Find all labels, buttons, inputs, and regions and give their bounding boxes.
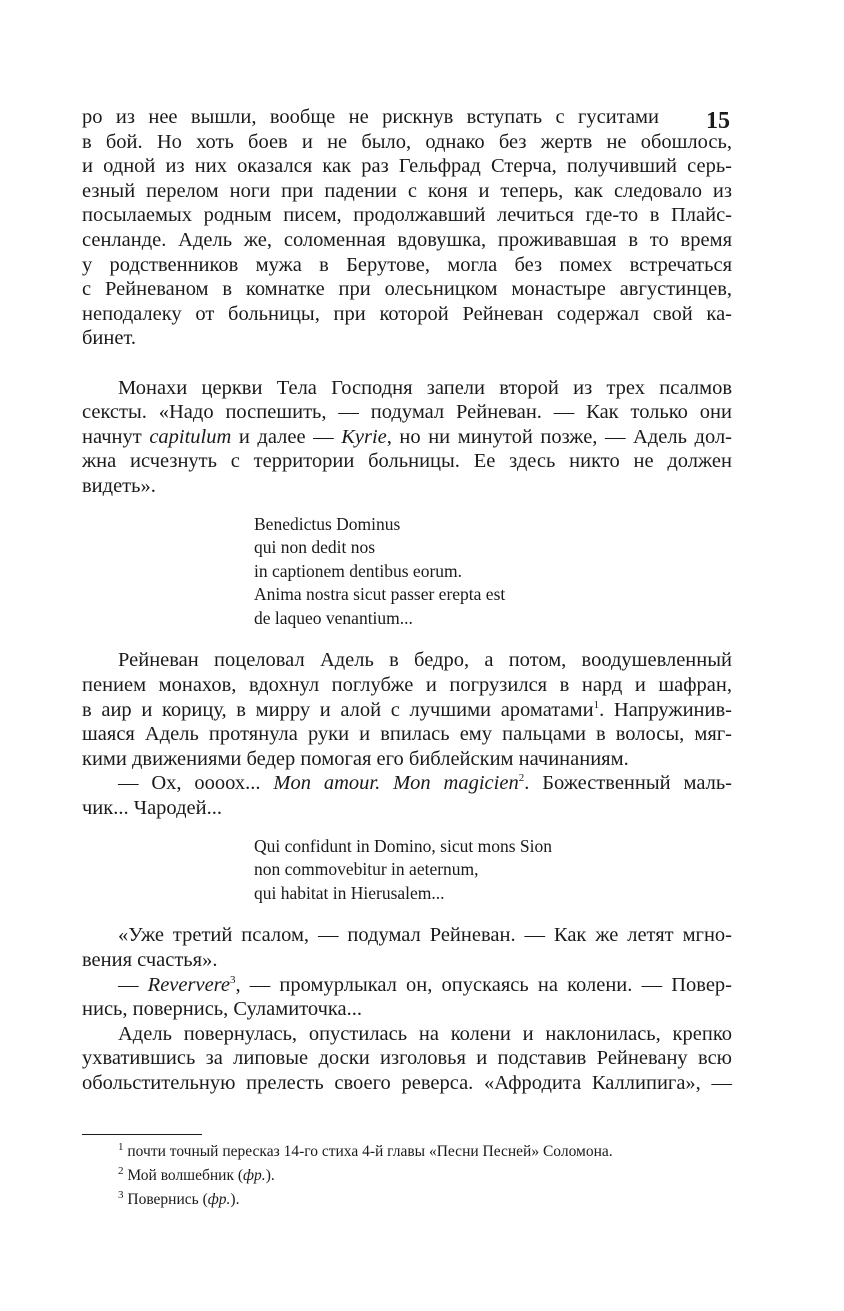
page-number: 15 [706,108,730,134]
text-line: ро из нее вышли, вообще не рискнув вступать с гуситами [82,106,659,128]
text-line: в бой. Но хоть боев и не было, однако без жертв не обошлось, [82,130,732,153]
text-line: сексты. «Надо поспешить, — подумал Рейневан. — Как только они [82,401,732,424]
paragraph-7 [82,1022,732,1096]
psalm-verse-1 [254,513,732,631]
text-line: сенланде. Адель же, соломенная вдовушка, проживавшая в то время [82,228,732,251]
verse-line: in captionem dentibus eorum. [254,560,463,581]
verse-line: de laqueo venantium... [254,607,413,628]
verse-line: qui habitat in Hierusalem... [254,882,445,903]
paragraph-2-cont [82,400,732,498]
footnote-divider [82,1134,202,1135]
text-line: и одной из них оказался как раз Гельфрад Стерча, получивший серь- [82,155,732,178]
verse-line: Qui confidunt in Domino, sicut mons Sion [254,835,552,856]
text-line: нись, повернись, Суламиточка... [82,998,363,1021]
footnote-ref-3[interactable]: 3 [229,973,236,986]
text-line: езный перелом ноги при падении с коня и теперь, как следовало из [82,179,732,202]
text-line: неподалеку от больницы, при которой Рейневан содержал свой ка- [82,302,732,325]
text-line: с Рейневаном в комнатке при олесьницком монастыре августинцев, [82,278,732,301]
footnote-1: $^1$ почти точный пересказ 14-го стиха 4-й главы «Песни Песней» Соломона. [118,1140,613,1160]
paragraph-6 [82,973,732,1022]
text-line: обольстительную прелесть своего реверса. «Афродита Каллипига», — [82,1071,732,1094]
text-line: Монахи церкви Тела Господня запели второй из трех псалмов [118,376,732,399]
text-line: Рейневан поцеловал Адель в бедро, а потом, воодушевленный [118,649,732,672]
paragraph-3 [82,648,732,771]
text-line: в аир и корицу, в мирру и алой с лучшими ароматами$^1$. Напружинив- [82,698,732,721]
text-line: пением монахов, вдохнул поглубже и погрузился в нард и шафран, [82,674,732,697]
verse-line: Benedictus Dominus [254,513,401,534]
latin-term: Kyrie [341,425,387,448]
footnote-2: $^2$ Мой волшебник (фр.). [118,1164,275,1184]
text-line: бинет. [82,327,137,350]
latin-term: Reververe [147,973,230,996]
text-line: посылаемых родным писем, продолжавший лечиться где-то в Плайс- [82,204,732,227]
footnotes [118,1140,738,1212]
verse-line: qui non dedit nos [254,537,376,558]
footnote-3: $^3$ Повернись (фр.). [118,1188,240,1208]
text-line: Адель повернулась, опустилась на колени и наклонилась, крепко [118,1022,732,1045]
paragraph-4 [82,771,732,820]
text-line: шаяся Адель протянула руки и впилась ему пальцами в волосы, мяг- [82,723,732,746]
paragraph-5 [82,923,732,972]
latin-term: capitulum [149,425,232,448]
paragraph-2 [82,376,732,401]
text-line: вения счастья». [82,949,218,971]
paragraph-1 [82,105,732,351]
main-text [82,105,732,1096]
footnote-ref-2[interactable]: 2 [518,772,525,785]
text-line: у родственников мужа в Берутове, могла без помех встречаться [82,253,732,276]
text-line: — Ох, оооох... Mon amour. Mon magicien$^2$. Божественный маль- [118,772,732,795]
text-line: ухватившись за липовые доски изголовья и подставив Рейневану всю [82,1047,732,1070]
text-line: «Уже третий псалом, — подумал Рейневан. — Как же летят мгно- [118,924,732,947]
verse-line: Anima nostra sicut passer erepta est [254,584,506,605]
psalm-verse-2 [254,835,732,906]
french-phrase: Mon amour. Mon magicien [273,772,519,795]
text-line: чик... Чародей... [82,797,222,820]
text-line: жна исчезнуть с территории больницы. Ее здесь никто не должен [82,450,732,473]
text-line: кими движениями бедер помогая его библейским начинаниям. [82,747,629,770]
footnote-ref-1[interactable]: 1 [593,698,600,711]
text-line: — Reververe$^3$, — промурлыкал он, опускаясь на колени. — Повер- [118,973,733,996]
verse-line: non commovebitur in aeternum, [254,859,479,880]
text-line: видеть». [82,474,156,497]
text-line: начнут capitulum и далее — Kyrie, но ни минутой позже, — Адель дол- [82,425,732,448]
